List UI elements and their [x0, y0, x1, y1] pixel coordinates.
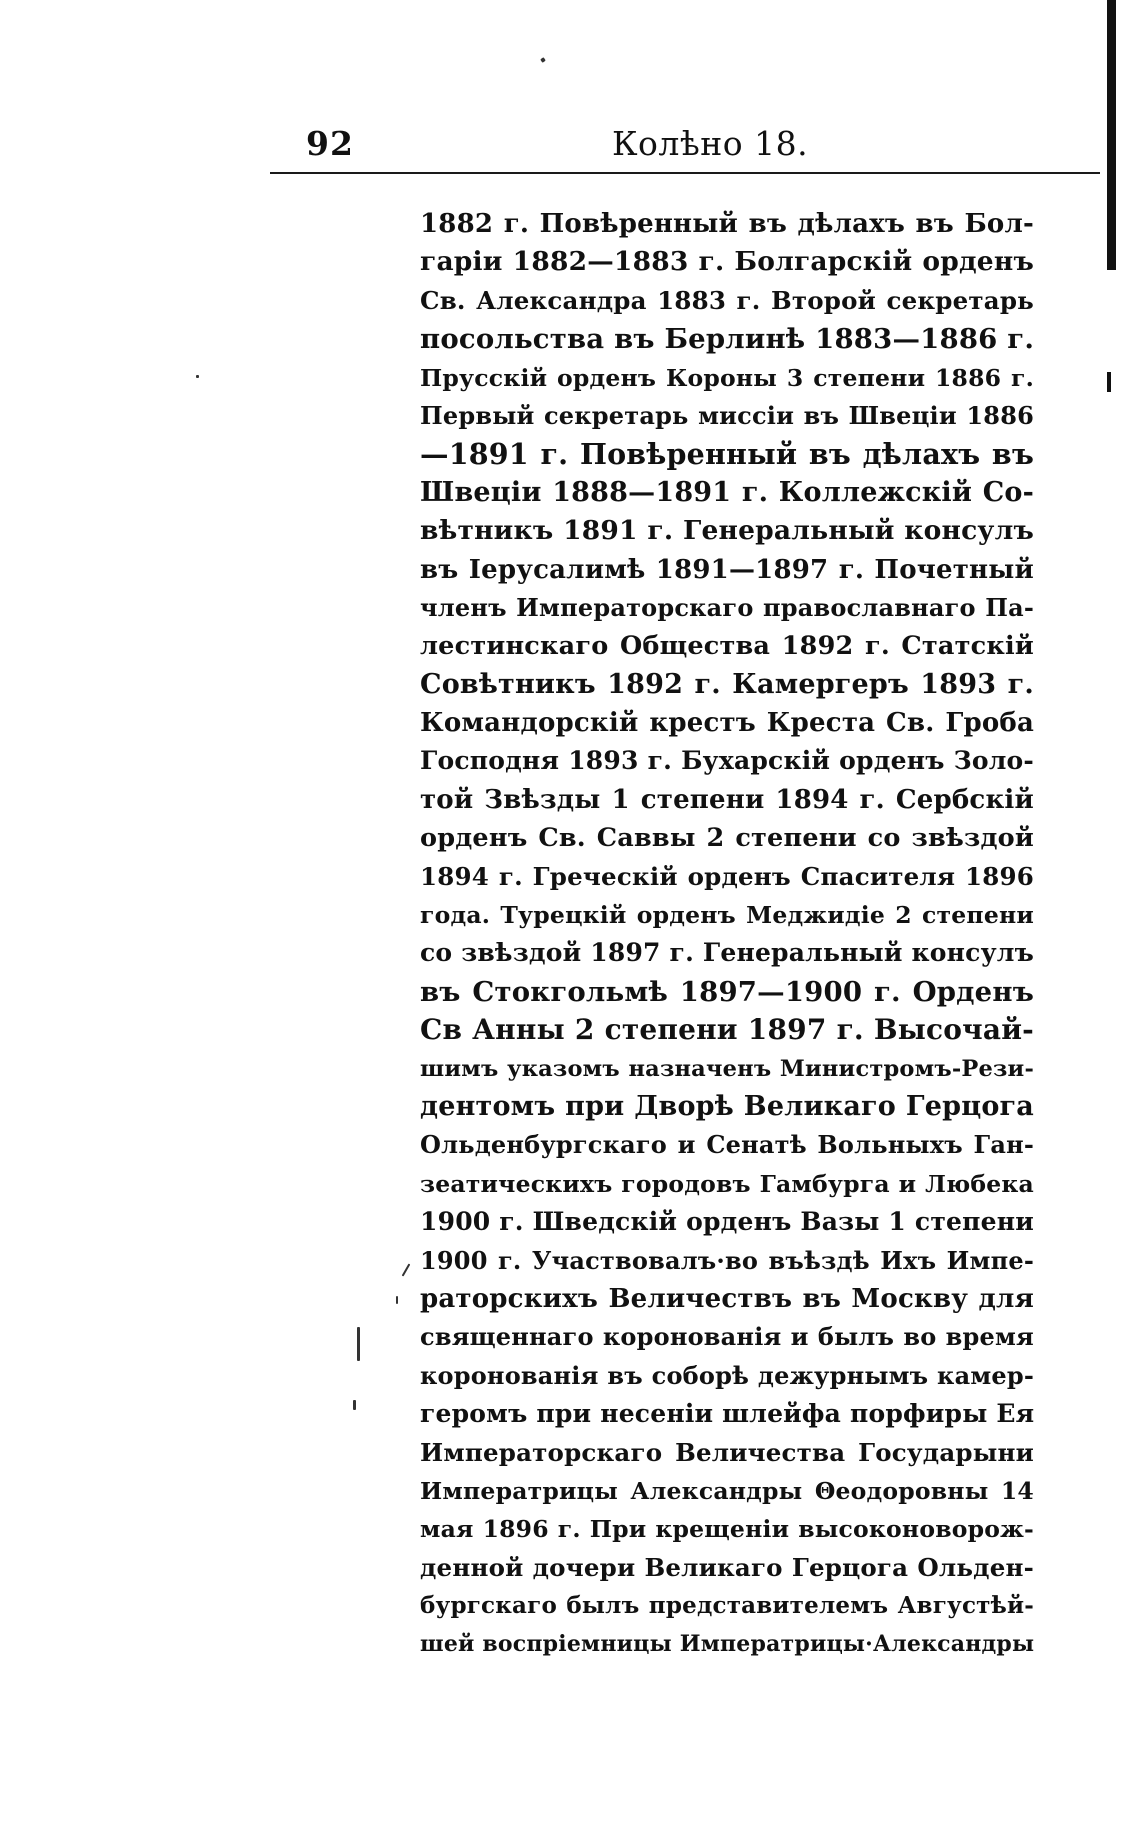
text-line: Совѣтникъ 1892 г. Камергеръ 1893 г. [420, 668, 1034, 700]
page-edge-mark [1107, 372, 1111, 392]
text-line: со звѣздой 1897 г. Генеральный консулъ [420, 938, 1034, 968]
text-line: 1900 г. Шведскій орденъ Вазы 1 степени [420, 1207, 1034, 1237]
body-text [420, 205, 1034, 1664]
text-line: шей воспріемницы Императрицы·Александры [420, 1631, 1035, 1658]
text-line: Командорскій крестъ Креста Св. Гроба [420, 708, 1034, 739]
text-line: —1891 г. Повѣренный въ дѣлахъ въ [420, 437, 1034, 472]
text-line: 1882 г. Повѣренный въ дѣлахъ въ Бол- [420, 209, 1034, 239]
text-line: Прусскій орденъ Короны 3 степени 1886 г. [420, 363, 1034, 392]
text-line: Господня 1893 г. Бухарскій орденъ Золо- [420, 746, 1034, 776]
scan-speck [196, 375, 199, 378]
text-line: коронованія въ соборѣ дежурнымъ камер- [420, 1360, 1034, 1390]
text-line: дентомъ при Дворѣ Великаго Герцога [420, 1090, 1034, 1122]
text-line: лестинскаго Общества 1892 г. Статскій [420, 631, 1034, 662]
text-line: бургскаго былъ представителемъ Августѣй- [420, 1592, 1034, 1620]
header-rule [270, 172, 1100, 174]
text-line: священнаго коронованія и былъ во время [420, 1322, 1034, 1352]
text-line: зеатическихъ городовъ Гамбурга и Любека [420, 1169, 1034, 1198]
text-line: Императрицы Александры Θеодоровны 14 [420, 1476, 1034, 1505]
scan-speck [353, 1400, 356, 1410]
text-line: 1900 г. Участвовалъ·во въѣздѣ Ихъ Импе- [420, 1245, 1034, 1275]
text-line: орденъ Св. Саввы 2 степени со звѣздой [420, 823, 1034, 854]
text-line: раторскихъ Величествъ въ Москву для [420, 1283, 1034, 1314]
text-line: Императорскаго Величества Государыни [420, 1437, 1034, 1467]
text-line: Швеціи 1888—1891 г. Коллежскій Со- [420, 476, 1034, 508]
text-line: гаріи 1882—1883 г. Болгарскій орденъ [420, 246, 1034, 278]
text-line: въ Іерусалимѣ 1891—1897 г. Почетный [420, 554, 1034, 585]
scan-speck [540, 57, 546, 63]
text-line: посольства въ Берлинѣ 1883—1886 г. [420, 323, 1035, 356]
scan-speck [396, 1296, 398, 1304]
text-line: въ Стокгольмѣ 1897—1900 г. Орденъ [420, 975, 1034, 1008]
text-line: Первый секретарь миссіи въ Швеціи 1886 [420, 400, 1034, 430]
page-header [270, 122, 1100, 166]
text-line: шимъ указомъ назначенъ Министромъ-Рези- [420, 1055, 1034, 1082]
text-line: членъ Императорскаго православнаго Па- [420, 592, 1034, 622]
text-line: Ольденбургскаго и Сенатѣ Вольныхъ Ган- [420, 1130, 1034, 1160]
text-line: Св. Александра 1883 г. Второй секретарь [420, 285, 1034, 315]
scan-speck [402, 1263, 411, 1276]
page-number: 92 [306, 124, 354, 163]
text-line: геромъ при несеніи шлейфа порфиры Ея [420, 1399, 1035, 1429]
page-edge-shadow [1107, 0, 1116, 270]
text-line: вѣтникъ 1891 г. Генеральный консулъ [420, 515, 1034, 547]
text-line: года. Турецкій орденъ Меджидіе 2 степени [420, 901, 1034, 930]
text-line: мая 1896 г. При крещеніи высоконоворож- [420, 1515, 1034, 1544]
scan-speck [357, 1327, 360, 1361]
text-line: Св Анны 2 степени 1897 г. Высочай- [420, 1013, 1034, 1047]
text-line: денной дочери Великаго Герцога Ольден- [420, 1552, 1034, 1582]
text-line: 1894 г. Греческій орденъ Спасителя 1896 [420, 861, 1034, 891]
text-line: той Звѣзды 1 степени 1894 г. Сербскій [420, 784, 1034, 815]
running-head: Колѣно 18. [612, 124, 809, 163]
